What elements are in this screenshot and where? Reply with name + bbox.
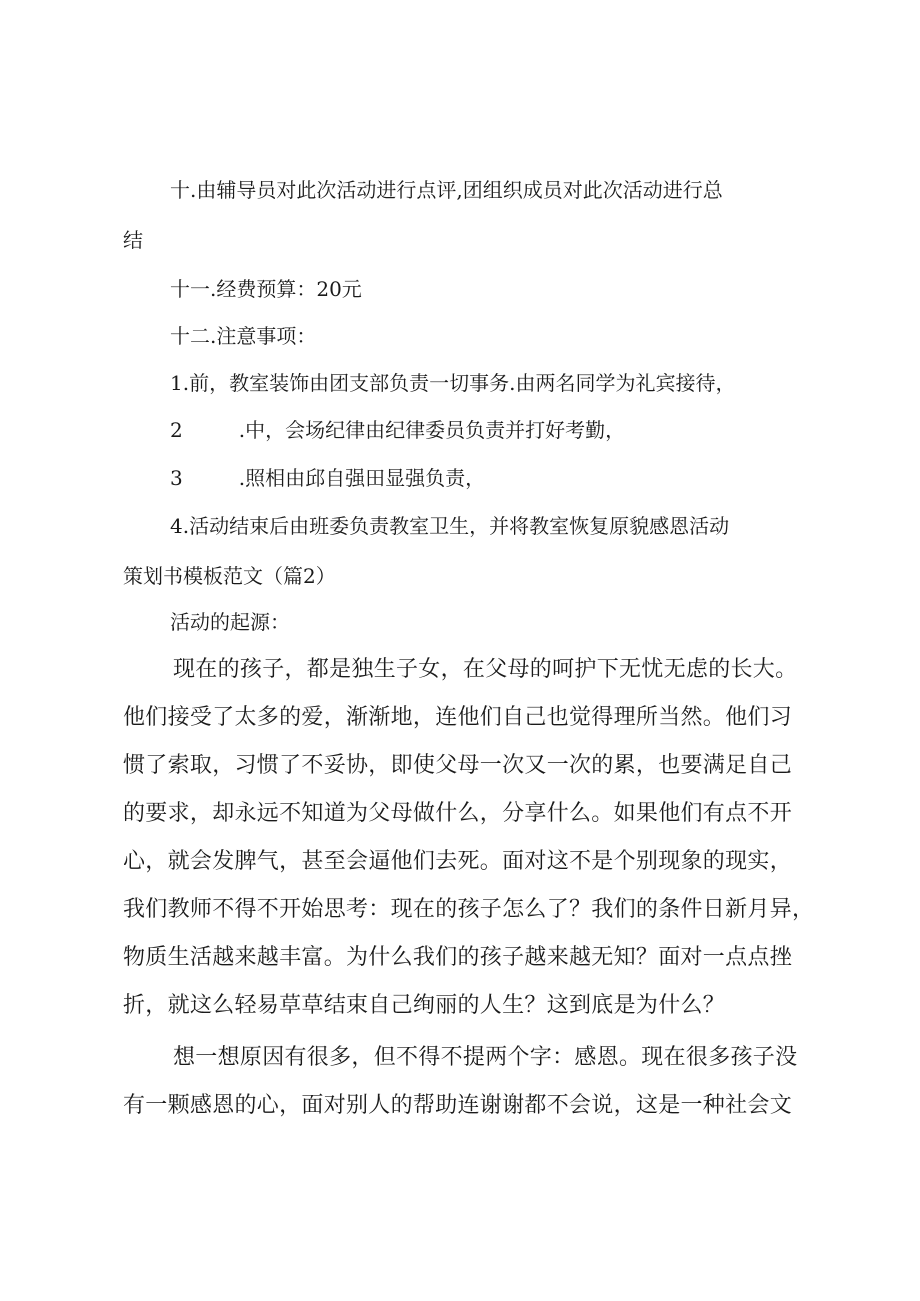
paragraph-line: 我们教师不得不开始思考：现在的孩子怎么了？我们的条件日新月异， (123, 897, 815, 922)
paragraph-line: 十一.经费预算：20元 (170, 277, 362, 301)
paragraph-line: 有一颗感恩的心，面对别人的帮助连谢谢都不会说，这是一种社会文 (123, 1093, 793, 1118)
paragraph-line: 策划书模板范文（篇2） (123, 564, 336, 588)
paragraph-line: 他们接受了太多的爱，渐渐地，连他们自己也觉得理所当然。他们习 (123, 705, 793, 730)
paragraph-line: 折，就这么轻易草草结束自己绚丽的人生？这到底是为什么？ (123, 993, 726, 1018)
paragraph-line: 十.由辅导员对此次活动进行点评,团组织成员对此次活动进行总 (170, 178, 723, 202)
paragraph-line: 的要求，却永远不知道为父母做什么，分享什么。如果他们有点不开 (123, 801, 793, 826)
list-text: .照相由邱自强田显强负责， (238, 466, 486, 490)
paragraph-line: 物质生活越来越丰富。为什么我们的孩子越来越无知？面对一点点挫 (123, 945, 793, 970)
paragraph-line: 现在的孩子，都是独生子女，在父母的呵护下无忧无虑的长大。 (173, 657, 798, 682)
section-heading: 活动的起源： (170, 610, 290, 634)
paragraph-line: 心，就会发脾气，甚至会逼他们去死。面对这不是个别现象的现实， (123, 849, 793, 874)
paragraph-line: 结 (123, 228, 143, 252)
paragraph-line: 1.前，教室装饰由团支部负责一切事务.由两名同学为礼宾接待， (170, 371, 736, 395)
paragraph-line: 4.活动结束后由班委负责教室卫生，并将教室恢复原貌感恩活动 (170, 514, 730, 538)
list-number: 3 (170, 466, 183, 490)
list-item (170, 416, 625, 444)
paragraph-line: 想一想原因有很多，但不得不提两个字：感恩。现在很多孩子没 (173, 1045, 798, 1070)
list-number: 2 (170, 418, 183, 442)
list-text: .中，会场纪律由纪律委员负责并打好考勤， (238, 418, 626, 442)
paragraph-line: 十二.注意事项： (170, 324, 317, 348)
list-item (170, 464, 485, 492)
paragraph-line: 惯了索取，习惯了不妥协，即使父母一次又一次的累，也要满足自己 (123, 753, 793, 778)
